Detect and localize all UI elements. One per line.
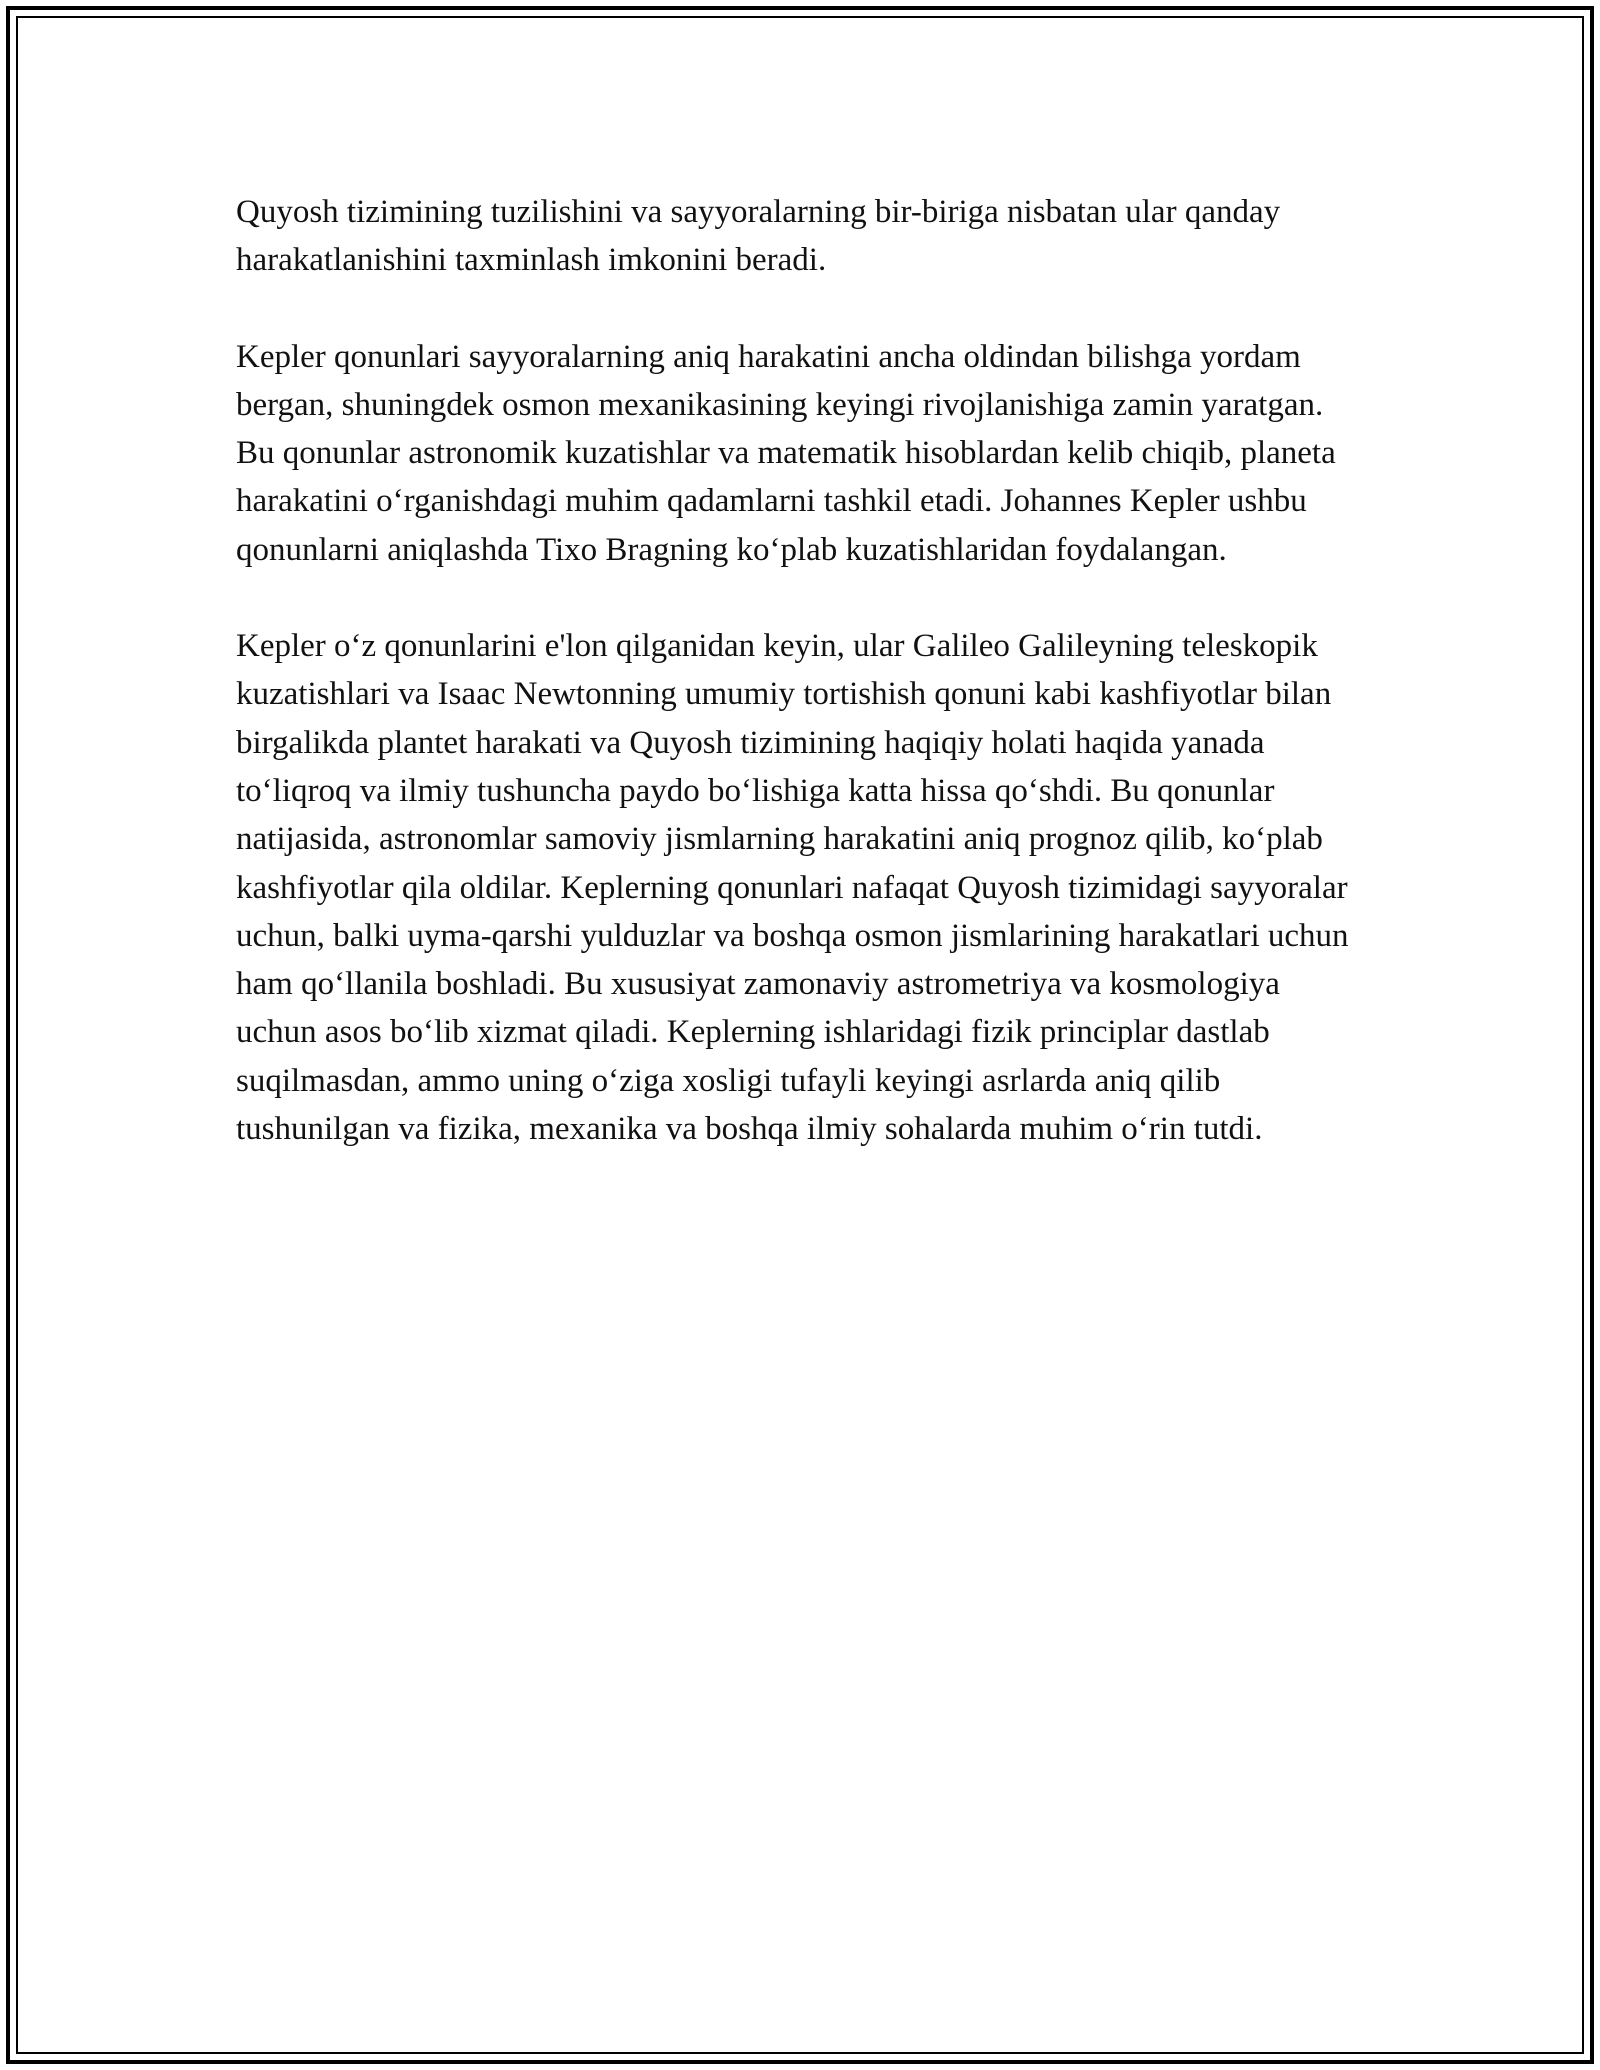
paragraph-1: Quyosh tizimining tuzilishini va sayyoralarning bir-biriga nisbatan ular qanday harakatlanishini taxminlash imkonini beradi. xyxy=(236,194,1281,279)
paragraph-2: Kepler qonunlari sayyoralarning aniq harakatini ancha oldindan bilishga yordam bergan, shuningdek osmon mexanikasining keyingi rivojlanishiga zamin yaratgan. Bu qonunlar astronomik kuzatishlar va matematik hisoblardan kelib chiqib, planeta harakatini oʻrganishdagi muhim qadamlarni tashkil etadi. Johannes Kepler ushbu qonunlarni aniqlashda Tixo Bragning koʻplab kuzatishlaridan foydalangan. xyxy=(236,338,1336,568)
paragraph-3: Kepler oʻz qonunlarini e'lon qilganidan keyin, ular Galileo Galileyning teleskopik kuzatishlari va Isaac Newtonning umumiy tortishish qonuni kabi kashfiyotlar bilan birgalikda plantet harakati va Quyosh tizimining haqiqiy holati haqida yanada toʻliqroq va ilmiy tushuncha paydo boʻlishiga katta hissa qoʻshdi. Bu qonunlar natijasida, astronomlar samoviy jismlarning harakatini aniq prognoz qilib, koʻplab kashfiyotlar qila oldilar. Keplerning qonunlari nafaqat Quyosh tizimidagi sayyoralar uchun, balki uyma-qarshi yulduzlar va boshqa osmon jismlarining harakatlari uchun ham qoʻllanila boshladi. Bu xususiyat zamonaviy astrometriya va kosmologiya uchun asos boʻlib xizmat qiladi. Keplerning ishlaridagi fizik principlar dastlab suqilmasdan, ammo uning oʻziga xosligi tufayli keyingi asrlarda aniq qilib tushunilgan va fizika, mexanika va boshqa ilmiy sohalarda muhim oʻrin tutdi. xyxy=(236,628,1349,1148)
document-body xyxy=(236,188,1366,1201)
